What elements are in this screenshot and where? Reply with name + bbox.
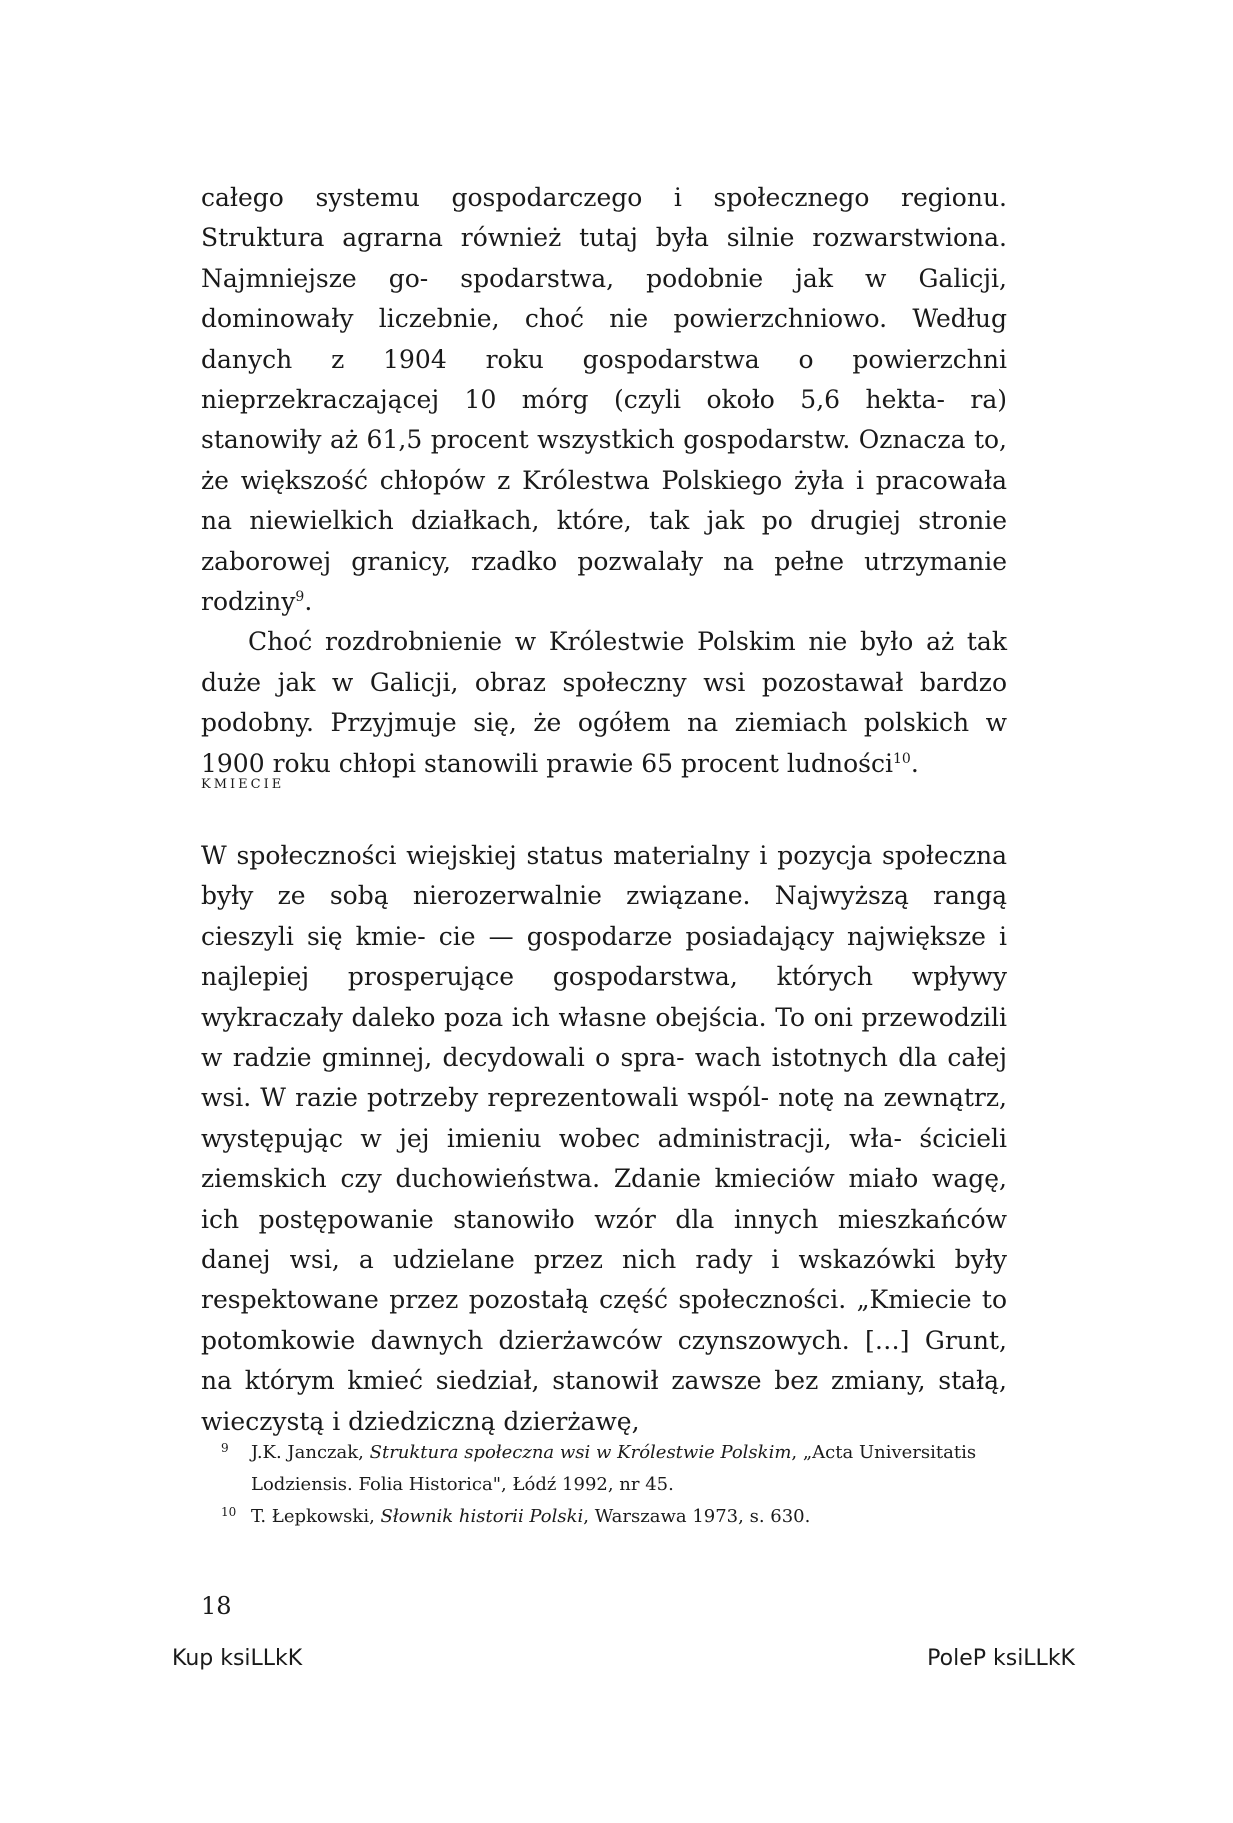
footnote-author: J.K. Janczak, — [251, 1442, 364, 1463]
text-block-bottom — [201, 836, 1007, 1442]
text-line: cie — gospodarze posiadający największe i najlepiej prosperujące — [201, 921, 1007, 992]
footnote-reference: 10 — [892, 750, 911, 767]
text-line: wach istotnych dla całej wsi. W razie potrzeby reprezentowali wspól- — [201, 1043, 1007, 1113]
paragraph — [201, 178, 1007, 622]
text-line: Przyjmuje się, że ogółem na ziemiach polskich w 1900 roku chłopi — [201, 708, 1008, 778]
text-line: spodarstwa, podobnie jak w Galicji, dominowały liczebnie, choć — [201, 263, 1008, 334]
recommend-book-link[interactable]: PoleP ksiLLkK — [927, 1646, 1075, 1671]
page-number: 18 — [201, 1592, 232, 1620]
paragraph — [201, 622, 1007, 784]
section-heading: kmiecie — [201, 772, 285, 793]
footnote — [201, 1501, 1007, 1533]
text-line: pozostałą część społeczności. „Kmiecie to potomkowie dawnych — [201, 1285, 1007, 1355]
text-line: stanowili prawie 65 procent ludności — [423, 748, 893, 778]
text-line: obejścia. To oni przewodzili w radzie gminnej, decydowali o spra- — [201, 1002, 1007, 1073]
text-line: niewielkich działkach, które, tak jak po drugiej stronie zaborowej — [201, 506, 1007, 576]
text-block-top — [201, 178, 1007, 784]
text-line: agrarna również tutaj była silnie rozwarstwiona. Najmniejsze go- — [201, 223, 1007, 293]
footnote-author: T. Łepkowski, — [251, 1506, 375, 1527]
text-line: nie powierzchniowo. Według danych z 1904 roku gospodarstwa — [201, 304, 1007, 374]
footnote-reference: 9 — [295, 589, 305, 606]
footnote-mark: 9 — [221, 1441, 229, 1455]
text-line: ze sobą nierozerwalnie związane. Najwyższą rangą cieszyli się kmie- — [201, 881, 1007, 951]
text-line: ścicieli ziemskich czy duchowieństwa. Zdanie kmieciów miało wagę, — [201, 1123, 1007, 1194]
paragraph — [201, 836, 1007, 1442]
text-line: W społeczności wiejskiej status materialny i pozycja społeczna były — [201, 841, 1007, 911]
text-line: jak w Galicji, obraz społeczny wsi pozostawał bardzo podobny. — [201, 667, 1007, 738]
text-line: ra) stanowiły aż 61,5 procent wszystkich gospodarstw. Oznacza to, — [201, 385, 1008, 455]
footnote-rest: , Warszawa 1973, s. 630. — [583, 1506, 811, 1527]
text-line: dzierżawców czynszowych. […] Grunt, na którym kmieć siedział, — [201, 1325, 1007, 1396]
footnote-title: Słownik historii Polski — [380, 1506, 584, 1527]
text-line: stanowił zawsze bez zmiany, stałą, wieczystą i dziedziczną dzierżawę, — [201, 1366, 1007, 1436]
footnote-title: Struktura społeczna wsi w Królestwie Polskim — [369, 1442, 792, 1463]
text-line: Choć rozdrobnienie w Królestwie Polskim nie było aż tak duże — [201, 627, 1007, 697]
text-line: że większość chłopów z Królestwa Polskiego żyła i pracowała na — [201, 465, 1007, 536]
footnote — [201, 1437, 1007, 1501]
text-punct: . — [304, 587, 313, 617]
buy-book-link[interactable]: Kup ksiLLkK — [172, 1646, 303, 1671]
text-line: całego systemu gospodarczego i społecznego regionu. Struktura — [201, 183, 1007, 253]
text-line: granicy, rzadko pozwalały na pełne utrzymanie rodziny — [201, 546, 1007, 617]
text-line: o powierzchni nieprzekraczającej 10 mórg (czyli około 5,6 hekta- — [201, 344, 1007, 415]
footnotes — [201, 1437, 1007, 1533]
text-line: gospodarstwa, których wpływy wykraczały daleko poza ich własne — [201, 962, 1007, 1032]
footnote-rest: , „Acta Universitatis Lodziensis. Folia Historica", Łódź 1992, nr 45. — [251, 1442, 977, 1495]
text-line: a udzielane przez nich rady i wskazówki były respektowane przez — [201, 1245, 1007, 1315]
text-punct: . — [910, 748, 919, 778]
text-line: ich postępowanie stanowiło wzór dla innych mieszkańców danej wsi, — [201, 1204, 1007, 1275]
text-line: notę na zewnątrz, występując w jej imieniu wobec administracji, wła- — [201, 1083, 1007, 1153]
footnote-mark: 10 — [221, 1505, 237, 1519]
